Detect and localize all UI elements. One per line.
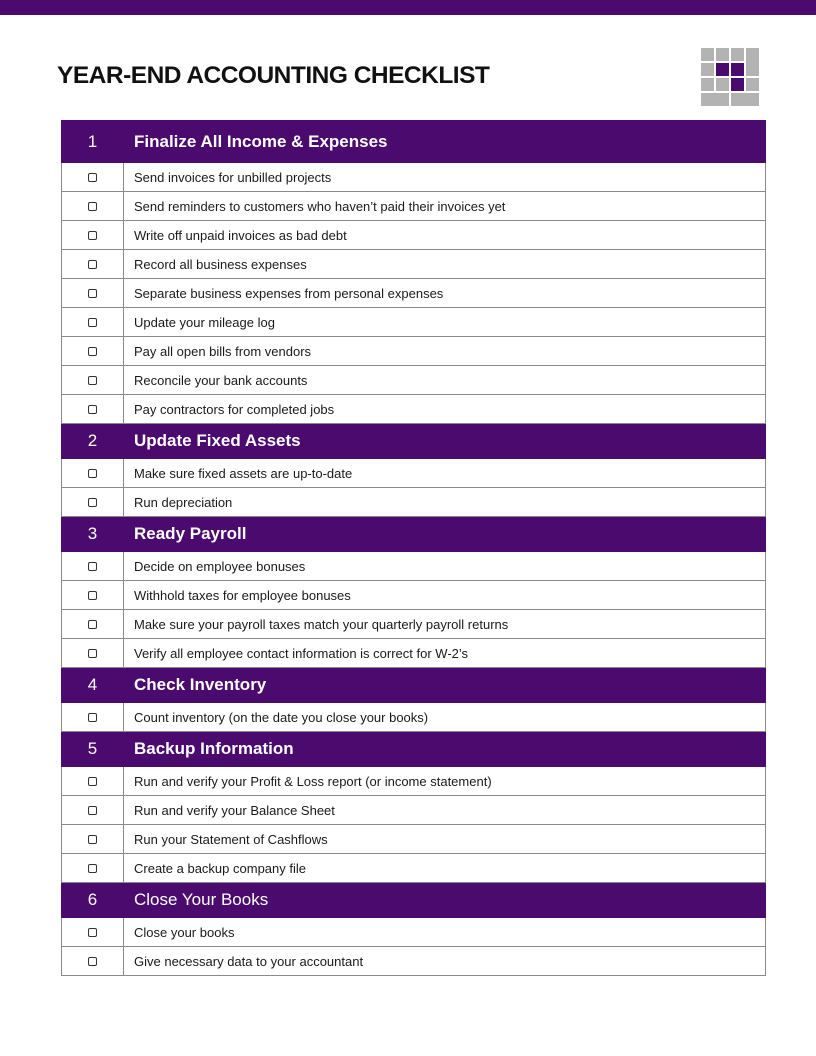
checklist-item (62, 639, 766, 668)
section-header (62, 732, 766, 767)
checklist-item (62, 552, 766, 581)
checkbox[interactable] (88, 376, 97, 385)
checkbox-cell (62, 825, 124, 854)
checklist-item (62, 703, 766, 732)
checklist-item-label: Run depreciation (124, 488, 766, 517)
grid-logo-icon (700, 47, 760, 107)
checkbox[interactable] (88, 928, 97, 937)
checklist-item-label: Reconcile your bank accounts (124, 366, 766, 395)
section-number: 5 (62, 732, 124, 767)
checklist-item-label: Run and verify your Profit & Loss report (or income statement) (124, 767, 766, 796)
checklist-item-label: Run and verify your Balance Sheet (124, 796, 766, 825)
section-number: 4 (62, 668, 124, 703)
checklist-item (62, 767, 766, 796)
section-header (62, 883, 766, 918)
checklist-item-label: Pay contractors for completed jobs (124, 395, 766, 424)
checklist-item (62, 825, 766, 854)
checkbox-cell (62, 552, 124, 581)
checkbox[interactable] (88, 806, 97, 815)
checklist-item (62, 610, 766, 639)
checkbox[interactable] (88, 347, 97, 356)
checklist-item-label: Update your mileage log (124, 308, 766, 337)
checklist-item (62, 221, 766, 250)
checklist-item-label: Verify all employee contact information is correct for W-2’s (124, 639, 766, 668)
checkbox[interactable] (88, 498, 97, 507)
checklist-item (62, 459, 766, 488)
checkbox[interactable] (88, 289, 97, 298)
section-title: Finalize All Income & Expenses (124, 121, 766, 163)
top-accent-bar (0, 0, 816, 15)
checklist-item-label: Create a backup company file (124, 854, 766, 883)
checkbox-cell (62, 610, 124, 639)
section-header (62, 121, 766, 163)
checkbox-cell (62, 918, 124, 947)
checkbox-cell (62, 767, 124, 796)
section-title: Close Your Books (124, 883, 766, 918)
checkbox[interactable] (88, 835, 97, 844)
checklist-item (62, 796, 766, 825)
checklist-item-label: Give necessary data to your accountant (124, 947, 766, 976)
section-title: Ready Payroll (124, 517, 766, 552)
checkbox-cell (62, 639, 124, 668)
checkbox-cell (62, 703, 124, 732)
checklist-item (62, 395, 766, 424)
checkbox[interactable] (88, 620, 97, 629)
checkbox[interactable] (88, 864, 97, 873)
checkbox[interactable] (88, 260, 97, 269)
checklist-item (62, 192, 766, 221)
checkbox[interactable] (88, 202, 97, 211)
checkbox[interactable] (88, 777, 97, 786)
checkbox[interactable] (88, 562, 97, 571)
checklist-item (62, 854, 766, 883)
checkbox-cell (62, 366, 124, 395)
checklist-item-label: Record all business expenses (124, 250, 766, 279)
checkbox-cell (62, 581, 124, 610)
checklist-item-label: Send invoices for unbilled projects (124, 163, 766, 192)
checklist-item-label: Run your Statement of Cashflows (124, 825, 766, 854)
checkbox-cell (62, 854, 124, 883)
checkbox[interactable] (88, 591, 97, 600)
checkbox-cell (62, 192, 124, 221)
checklist-item (62, 308, 766, 337)
checkbox-cell (62, 163, 124, 192)
checkbox-cell (62, 796, 124, 825)
checkbox-cell (62, 459, 124, 488)
checklist-item-label: Send reminders to customers who haven’t paid their invoices yet (124, 192, 766, 221)
checkbox[interactable] (88, 713, 97, 722)
checkbox[interactable] (88, 649, 97, 658)
checkbox[interactable] (88, 957, 97, 966)
section-header (62, 668, 766, 703)
section-header (62, 517, 766, 552)
section-header (62, 424, 766, 459)
checklist-item-label: Count inventory (on the date you close your books) (124, 703, 766, 732)
checklist-item-label: Write off unpaid invoices as bad debt (124, 221, 766, 250)
checklist-item (62, 947, 766, 976)
checkbox-cell (62, 947, 124, 976)
checkbox-cell (62, 395, 124, 424)
section-number: 2 (62, 424, 124, 459)
checklist-item-label: Decide on employee bonuses (124, 552, 766, 581)
checkbox[interactable] (88, 405, 97, 414)
checkbox-cell (62, 250, 124, 279)
section-title: Check Inventory (124, 668, 766, 703)
checklist-item (62, 337, 766, 366)
checklist-item (62, 581, 766, 610)
section-number: 6 (62, 883, 124, 918)
checklist-item (62, 488, 766, 517)
checkbox-cell (62, 221, 124, 250)
checkbox-cell (62, 279, 124, 308)
checklist-item-label: Separate business expenses from personal expenses (124, 279, 766, 308)
section-number: 3 (62, 517, 124, 552)
checklist-item (62, 279, 766, 308)
section-title: Backup Information (124, 732, 766, 767)
checkbox[interactable] (88, 231, 97, 240)
checklist-item-label: Pay all open bills from vendors (124, 337, 766, 366)
checkbox[interactable] (88, 173, 97, 182)
checklist-item-label: Make sure fixed assets are up-to-date (124, 459, 766, 488)
section-number: 1 (62, 121, 124, 163)
checkbox-cell (62, 488, 124, 517)
checklist-item-label: Withhold taxes for employee bonuses (124, 581, 766, 610)
checklist-item (62, 366, 766, 395)
checkbox[interactable] (88, 469, 97, 478)
checkbox-cell (62, 308, 124, 337)
checklist-item (62, 250, 766, 279)
checklist-table (61, 120, 766, 976)
checklist-item (62, 918, 766, 947)
checkbox-cell (62, 337, 124, 366)
checklist-item-label: Make sure your payroll taxes match your quarterly payroll returns (124, 610, 766, 639)
checkbox[interactable] (88, 318, 97, 327)
page-title: YEAR-END ACCOUNTING CHECKLIST (57, 62, 490, 89)
checklist-item-label: Close your books (124, 918, 766, 947)
checklist-item (62, 163, 766, 192)
section-title: Update Fixed Assets (124, 424, 766, 459)
